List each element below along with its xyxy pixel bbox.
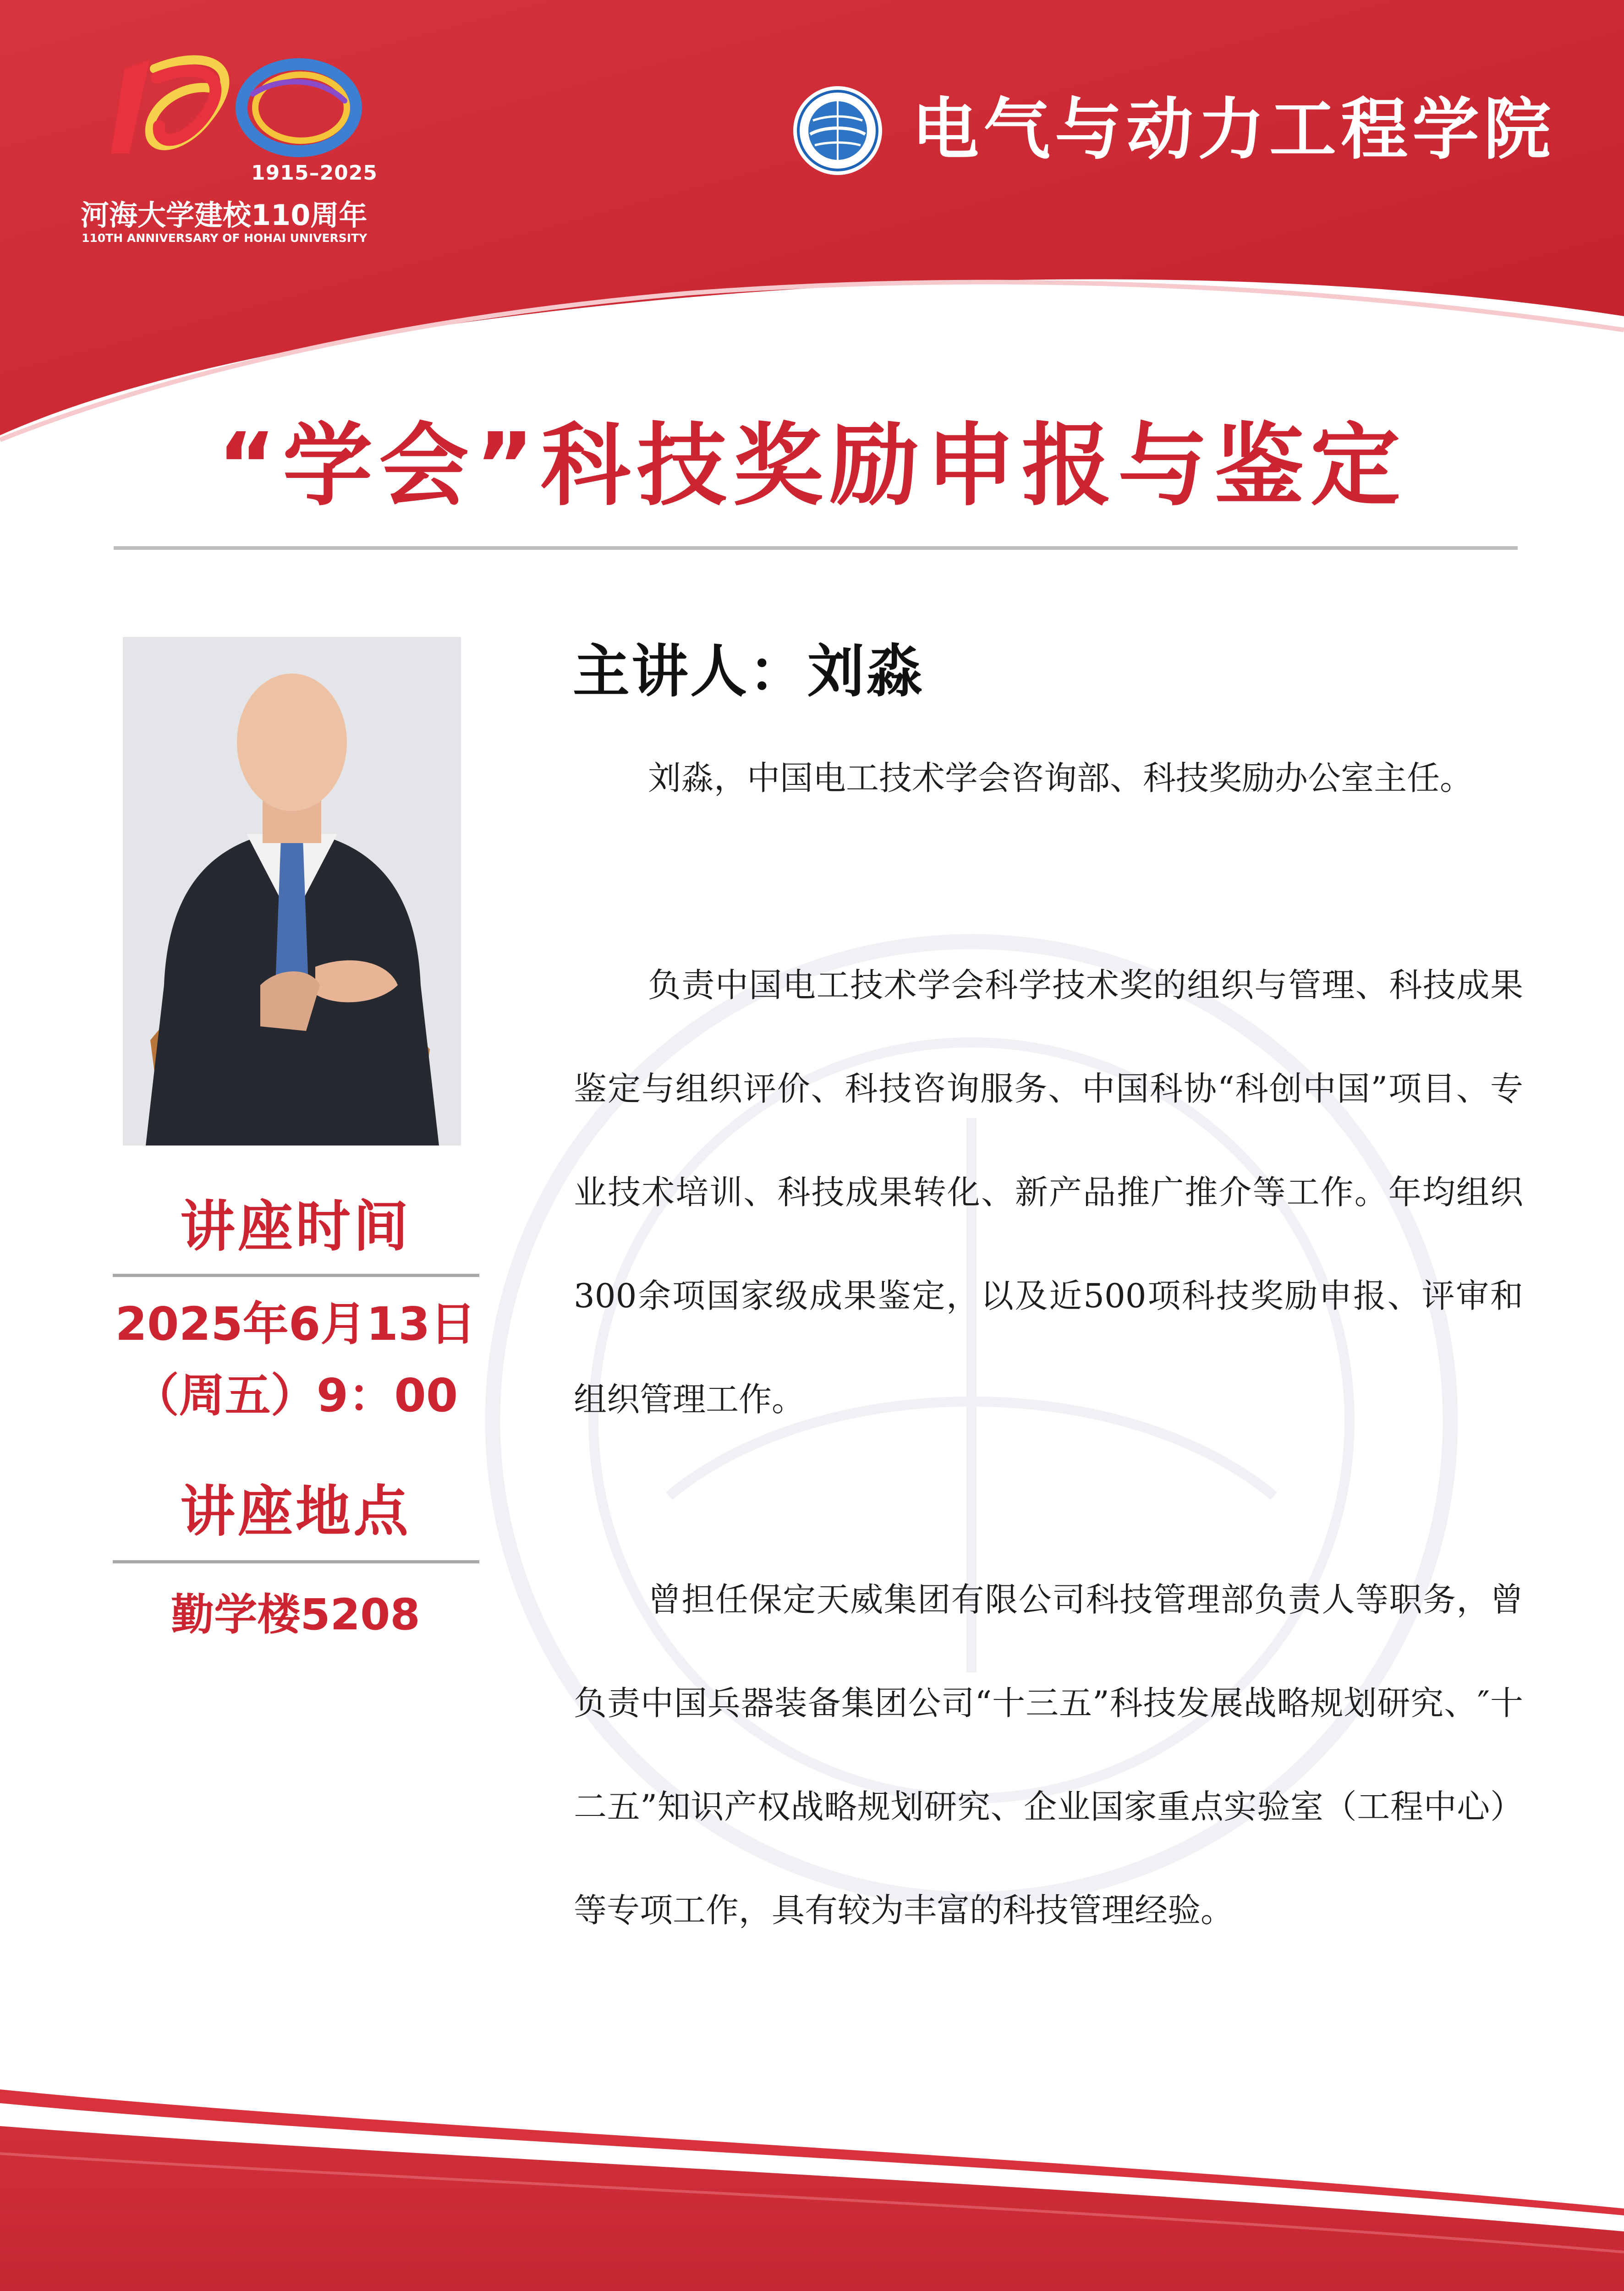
anniversary-110-logo (106, 50, 363, 165)
college-emblem-icon (792, 85, 883, 176)
speaker-bio-paragraph-1: 刘淼，中国电工技术学会咨询部、科技奖励办公室主任。 (648, 759, 1473, 797)
lecture-date: 2025年6月13日 (115, 1297, 476, 1351)
speaker-bio-paragraph-3: 曾担任保定天威集团有限公司科技管理部负责人等职务，曾负责中国兵器装备集团公司“十三五”科技发展战略规划研究、″十二五”知识产权战略规划研究、企业国家重点实验室（工程中心）等专项工作，具有较为丰富的科技管理经验。 (574, 1580, 1523, 1929)
lecture-time-divider (113, 1274, 479, 1277)
lecture-place-divider (113, 1560, 479, 1563)
lecture-day-time: （周五）9：00 (133, 1369, 458, 1422)
lecture-place-heading: 讲座地点 (180, 1480, 411, 1544)
lecture-time-heading: 讲座时间 (180, 1195, 411, 1259)
speaker-portrait-icon (123, 637, 461, 1146)
speaker-bio-paragraph-2: 负责中国电工技术学会科学技术奖的组织与管理、科技成果鉴定与组织评价、科技咨询服务、中国科协“科创中国”项目、专业技术培训、科技成果转化、新产品推广推介等工作。年均组织300余项国家级成果鉴定，以及近500项科技奖励申报、评审和组织管理工作。 (574, 966, 1523, 1419)
college-name: 电气与动力工程学院 (912, 91, 1555, 169)
title-divider (114, 546, 1518, 550)
lecture-place: 勤学楼5208 (171, 1590, 420, 1640)
speaker-label: 主讲人：刘淼 (573, 639, 925, 705)
anniversary-years: 1915–2025 (251, 161, 378, 185)
anniversary-cn-text: 河海大学建校110周年 (81, 198, 368, 232)
speaker-photo (123, 637, 461, 1146)
page-title: “学会”科技奖励申报与鉴定 (217, 414, 1407, 518)
anniversary-en-text: 110TH ANNIVERSARY OF HOHAI UNIVERSITY (82, 231, 368, 245)
